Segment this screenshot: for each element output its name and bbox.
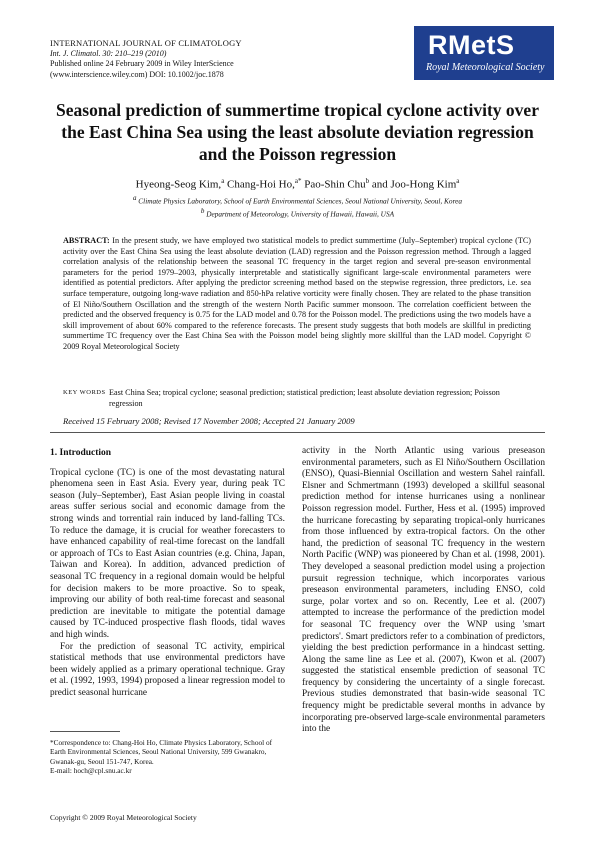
footnote-email: E-mail: hoch@cpl.snu.ac.kr [50,766,132,776]
author-name: Chang-Hoi Ho, [227,178,295,191]
footnote-text: *Correspondence to: Chang-Hoi Ho, Climate Physics Laboratory, School of Earth Environmental Sciences, Seoul National University, 599 Gwanakro, Gwanak-gu, Seoul 151-747, Korea. [50,738,273,766]
paragraph: activity in the North Atlantic using various preseason environmental parameters, such as El Niño/Southern Oscillation (ENSO), Quasi-Biennial Oscillation and western Sahel rainfall. Elsner and Schmertmann (1993) developed a skillful seasonal prediction method for intense hurricanes using a nonlinear Poisson regression model. Further, Hess et al. (1995) improved the hurricane forecasting by separating tropical-only hurricanes from those influenced by extra-tropical factors. On the other hand, the prediction of seasonal TC frequency in the western North Pacific (WNP) was pioneered by Chan et al. (1998, 2001). They developed a seasonal prediction model using a projection pursuit regression technique, which incorporates various preseason environmental parameters, including ENSO, cold surge, polar vortex and so on. Recently, Lee et al. (2007) attempted to increase the performance of the prediction model for seasonal TC frequency over the WNP using 'smart predictors'. Smart predictors refer to a combination of predictors, yielding the best prediction performance in a hindcast setting. Along the same line as Lee et al. (2007), Kwon et al. (2007) suggested the statistical ensemble prediction of seasonal TC frequency by considering the uncertainty of a single forecast. Previous studies demonstrated that basin-wide seasonal TC frequency might be predictable several months in advance by incorporating pre-observed large-scale environmental parameters into the [302,446,545,735]
published-line: Published online 24 February 2009 in Wiley InterScience [50,59,234,68]
divider [50,432,545,433]
author-list [50,177,545,191]
paragraph: Tropical cyclone (TC) is one of the most devastating natural phenomena seen in East Asia. Every year, during peak TC season (July–September), East Asian people living in coastal areas suffer serious social and economic damage from the strong winds and torrential rain induced by land-falling TCs. To reduce the damage, it is crucial for weather forecasters to have enhanced capability of real-time forecast on the landfall or approach of TCs to East Asian countries (e.g. China, Japan, Taiwan and Korea). In addition, advanced prediction of seasonal TC frequency in a regional domain would be helpful for decision makers to be more proactive. So to speak, improving our ability of both real-time forecast and seasonal prediction are inevitable to mitigate the potential damage caused by TC-induced prospective flash floods, tidal waves and high winds. [50,467,285,640]
keywords-text: East China Sea; tropical cyclone; seasonal prediction; statistical prediction; least absolute deviation regression; Poisson regression [109,388,500,408]
section-heading: 1. Introduction [50,448,112,458]
abstract [63,236,531,353]
abstract-label: ABSTRACT: [63,236,110,245]
logo-subtitle: Royal Meteorological Society [426,62,545,73]
rmets-logo [414,26,554,80]
right-column [302,446,545,736]
affiliation-sup: a [132,194,137,202]
author-name: Pao-Shin Chu [304,178,366,191]
copyright: Copyright © 2009 Royal Meteorological Society [50,813,197,822]
received-dates: Received 15 February 2008; Revised 17 November 2008; Accepted 21 January 2009 [63,416,355,426]
journal-name: INTERNATIONAL JOURNAL OF CLIMATOLOGY [50,38,242,48]
abstract-text: In the present study, we have employed two statistical models to predict summertime (July–September) tropical cyclone (TC) activity over the East China Sea using the least absolute deviation (LAD) regression and the Poisson regression method. Through a lagged correlation analysis of the relationship between the seasonal TC frequency in the target region and several pre-season environmental parameters for the period 1979–2003, physically interpretable and statistically significant large-scale environmental parameters were identified as potential predictors. After applying the predictor screening method based on the stepwise regression, three predictors, i.e. sea surface temperature, outgoing long-wave radiation and 850-hPa relative vorticity were finally chosen. They are related to the phase transition of El Niño/Southern Oscillation and the strength of the western North Pacific summer monsoon. The correlation coefficient between the predicted and the observed frequency is 0.75 for the LAD model and 0.78 for the Poisson model. The predictions using the two models have a skill improvement of about 60% compared to the reference forecasts. The present study suggests that both models are skillful in predicting summertime TC frequency over the East China Sea with the Poisson model being slightly more skillful than the LAD model. Copyright © 2009 Royal Meteorological Society [63,236,532,351]
footnote-divider [50,731,120,732]
citation: Int. J. Climatol. 30: 210–219 (2010) [50,48,167,58]
paragraph: For the prediction of seasonal TC activity, empirical statistical methods that use environmental predictors have been widely applied as a primary operational technique. Gray et al. (1992, 1993, 1994) proposed a linear regression model to predict seasonal hurricane [50,641,285,698]
author-sup: b [365,177,370,185]
author-sup: a [221,177,225,185]
affiliation-sup: b [200,207,205,216]
affiliations [50,193,545,220]
doi-line: (www.interscience.wiley.com) DOI: 10.1002/joc.1878 [50,69,224,79]
correspondence-footnote [50,738,285,776]
author-name: Hyeong-Seog Kim, [135,178,222,191]
left-column [50,448,285,699]
affiliation: Climate Physics Laboratory, School of Earth Environmental Sciences, Seoul National University, Seoul, Korea [138,196,463,206]
paper-title: Seasonal prediction of summertime tropical cyclone activity over the East China Sea using the least absolute deviation regression and the Poisson regression [56,100,539,164]
journal-header [50,38,350,80]
affiliation: Department of Meteorology, University of Hawaii, Hawaii, USA [206,209,395,219]
author-name: and Joo-Hong Kim [371,178,457,191]
logo-text: RMetS [428,30,515,60]
keywords-label: KEY WORDS [63,389,106,396]
author-sup: a [456,177,460,185]
author-sup: a* [294,177,302,185]
